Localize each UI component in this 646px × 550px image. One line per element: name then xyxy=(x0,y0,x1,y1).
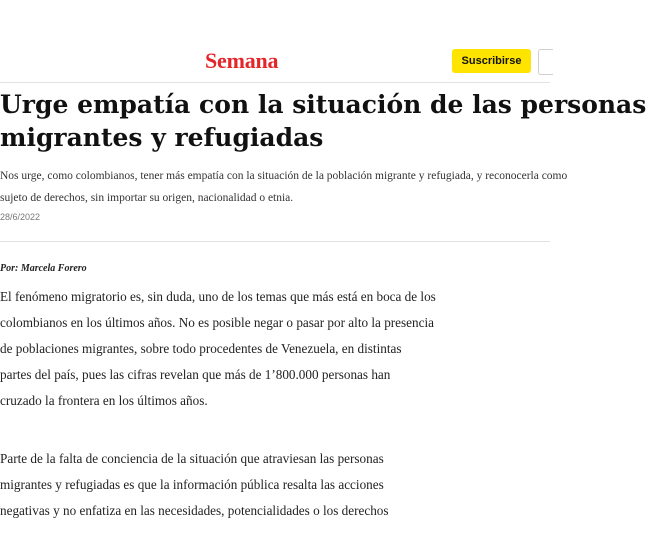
subscribe-button[interactable]: Suscribirse xyxy=(452,49,531,73)
paragraph-line: migrantes y refugiadas es que la información pública resalta las acciones xyxy=(0,477,384,492)
paragraph-line: partes del país, pues las cifras revelan que más de 1’800.000 personas han xyxy=(0,367,391,382)
paragraph-line: El fenómeno migratorio es, sin duda, uno de los temas que más está en boca de los xyxy=(0,289,436,304)
semana-logo[interactable]: Semana xyxy=(205,48,279,73)
paragraph-line: colombianos en los últimos años. No es posible negar o pasar por alto la presencia xyxy=(0,315,434,330)
paragraph-line: de poblaciones migrantes, sobre todo procedentes de Venezuela, en distintas xyxy=(0,341,402,356)
publish-date: 28/6/2022 xyxy=(0,212,41,222)
paragraph-line: negativas y no enfatiza en las necesidades, potencialidades o los derechos xyxy=(0,503,389,518)
article-headline xyxy=(0,88,646,154)
paragraph-line: Parte de la falta de conciencia de la situación que atraviesan las personas xyxy=(0,451,384,466)
divider xyxy=(0,241,550,242)
author-byline: Por: Marcela Forero xyxy=(0,263,87,274)
headline-line: migrantes y refugiadas xyxy=(0,123,324,152)
headline-line: Urge empatía con la situación de las personas xyxy=(0,90,646,119)
lead-line: sujeto de derechos, sin importar su origen, nacionalidad o etnia. xyxy=(0,192,294,204)
paragraph-line: cruzado la frontera en los últimos años. xyxy=(0,393,208,408)
lead-line: Nos urge, como colombianos, tener más empatía con la situación de la población migrante y refugiada, y reconocerla como xyxy=(0,170,568,182)
site-header xyxy=(0,0,550,83)
article-paragraph xyxy=(0,446,520,524)
login-button-partial[interactable] xyxy=(538,49,553,75)
article-lead xyxy=(0,165,600,209)
article-paragraph xyxy=(0,284,520,414)
